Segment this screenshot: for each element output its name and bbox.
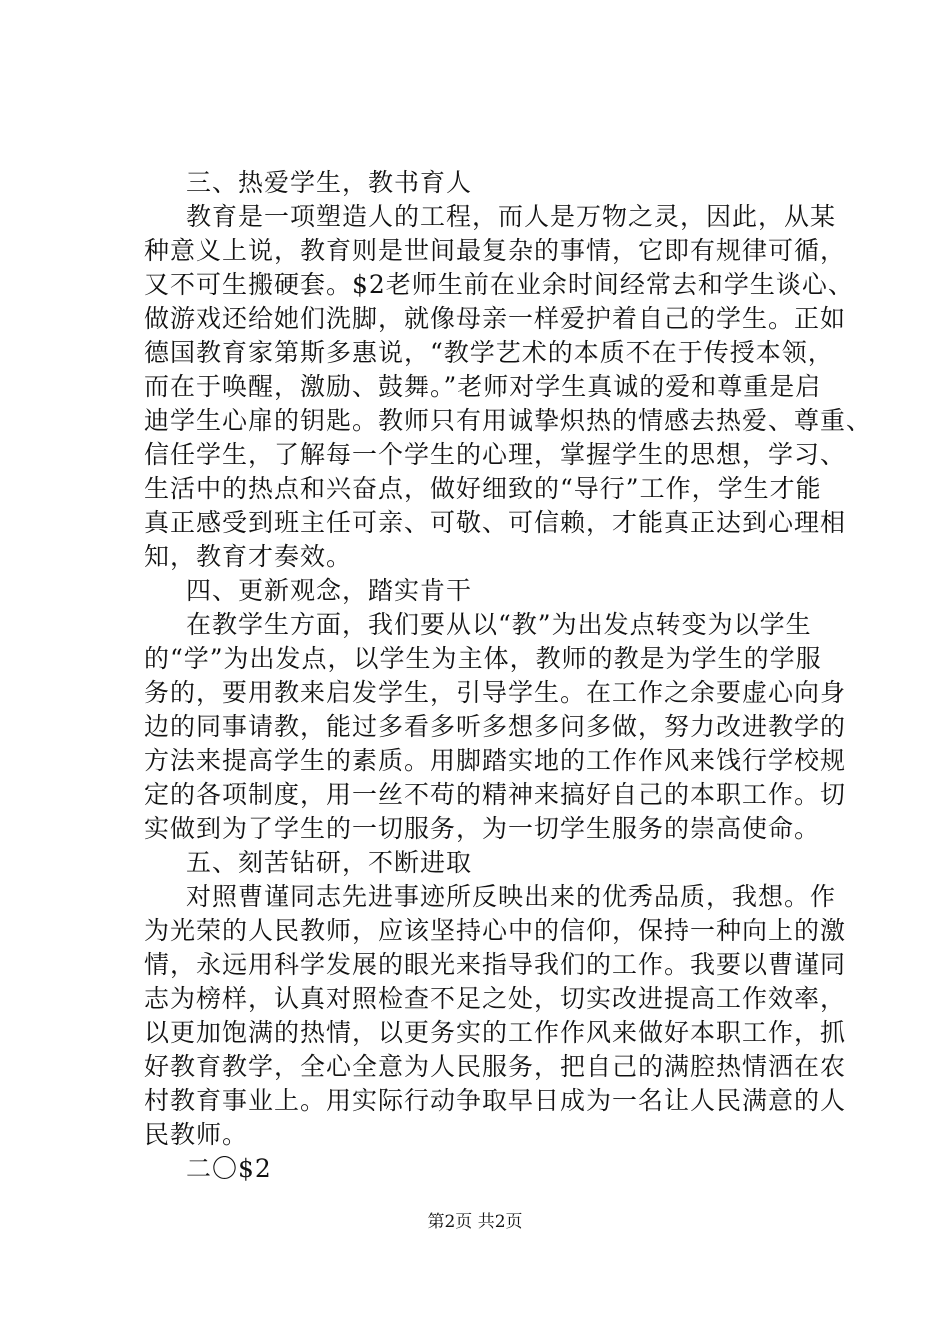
paragraph-line: 情，永远用科学发展的眼光来指导我们的工作。我要以曹谨同 bbox=[144, 950, 847, 979]
paragraph-line: 信任学生，了解每一个学生的心理，掌握学生的思想，学习、 bbox=[144, 440, 847, 469]
paragraph-line: 为光荣的人民教师，应该坚持心中的信仰，保持一种向上的激 bbox=[144, 916, 847, 945]
paragraph-line: 实做到为了学生的一切服务，为一切学生服务的崇高使命。 bbox=[144, 814, 821, 843]
paragraph-line: 的“学”为出发点，以学生为主体，教师的教是为学生的学服 bbox=[144, 644, 822, 673]
paragraph-line: 教育是一项塑造人的工程，而人是万物之灵，因此，从某 bbox=[186, 202, 837, 231]
paragraph-line: 真正感受到班主任可亲、可敬、可信赖，才能真正达到心理相 bbox=[144, 508, 847, 537]
paragraph-line: 做游戏还给她们洗脚，就像母亲一样爱护着自己的学生。正如 bbox=[144, 304, 847, 333]
section-heading: 四、更新观念，踏实肯干 bbox=[186, 576, 473, 605]
section-heading: 三、热爱学生，教书育人 bbox=[186, 168, 473, 197]
paragraph-line: 村教育事业上。用实际行动争取早日成为一名让人民满意的人 bbox=[144, 1086, 847, 1115]
document-body bbox=[144, 166, 873, 1186]
paragraph-line: 民教师。 bbox=[144, 1120, 249, 1149]
paragraph-line: 德国教育家第斯多惠说，“教学艺术的本质不在于传授本领， bbox=[144, 338, 834, 367]
section-heading: 五、刻苦钻研，不断进取 bbox=[186, 848, 473, 877]
paragraph-line: 又不可生搬硬套。$2老师生前在业余时间经常去和学生谈心、 bbox=[144, 270, 854, 299]
paragraph-line: 方法来提高学生的素质。用脚踏实地的工作作风来饯行学校规 bbox=[144, 746, 847, 775]
date-line: 二〇$2 bbox=[186, 1154, 272, 1183]
paragraph-line: 好教育教学，全心全意为人民服务，把自己的满腔热情洒在农 bbox=[144, 1052, 847, 1081]
paragraph-line: 边的同事请教，能过多看多听多想多问多做，努力改进教学的 bbox=[144, 712, 847, 741]
paragraph-line: 在教学生方面，我们要从以“教”为出发点转变为以学生 bbox=[186, 610, 812, 639]
paragraph-line: 以更加饱满的热情，以更务实的工作作风来做好本职工作，抓 bbox=[144, 1018, 847, 1047]
paragraph-line: 生活中的热点和兴奋点，做好细致的“导行”工作，学生才能 bbox=[144, 474, 822, 503]
paragraph-line: 种意义上说，教育则是世间最复杂的事情，它即有规律可循， bbox=[144, 236, 847, 265]
paragraph-line: 知，教育才奏效。 bbox=[144, 542, 353, 571]
page-footer: 第2页 共2页 bbox=[427, 1212, 523, 1232]
paragraph-line: 定的各项制度，用一丝不苟的精神来搞好自己的本职工作。切 bbox=[144, 780, 847, 809]
paragraph-line: 而在于唤醒，激励、鼓舞。”老师对学生真诚的爱和尊重是启 bbox=[144, 372, 822, 401]
paragraph-line: 对照曹谨同志先进事迹所反映出来的优秀品质，我想。作 bbox=[186, 882, 837, 911]
paragraph-line: 志为榜样，认真对照检查不足之处，切实改进提高工作效率， bbox=[144, 984, 847, 1013]
paragraph-line: 迪学生心扉的钥匙。教师只有用诚挚炽热的情感去热爱、尊重、 bbox=[144, 406, 873, 435]
paragraph-line: 务的，要用教来启发学生，引导学生。在工作之余要虚心向身 bbox=[144, 678, 847, 707]
